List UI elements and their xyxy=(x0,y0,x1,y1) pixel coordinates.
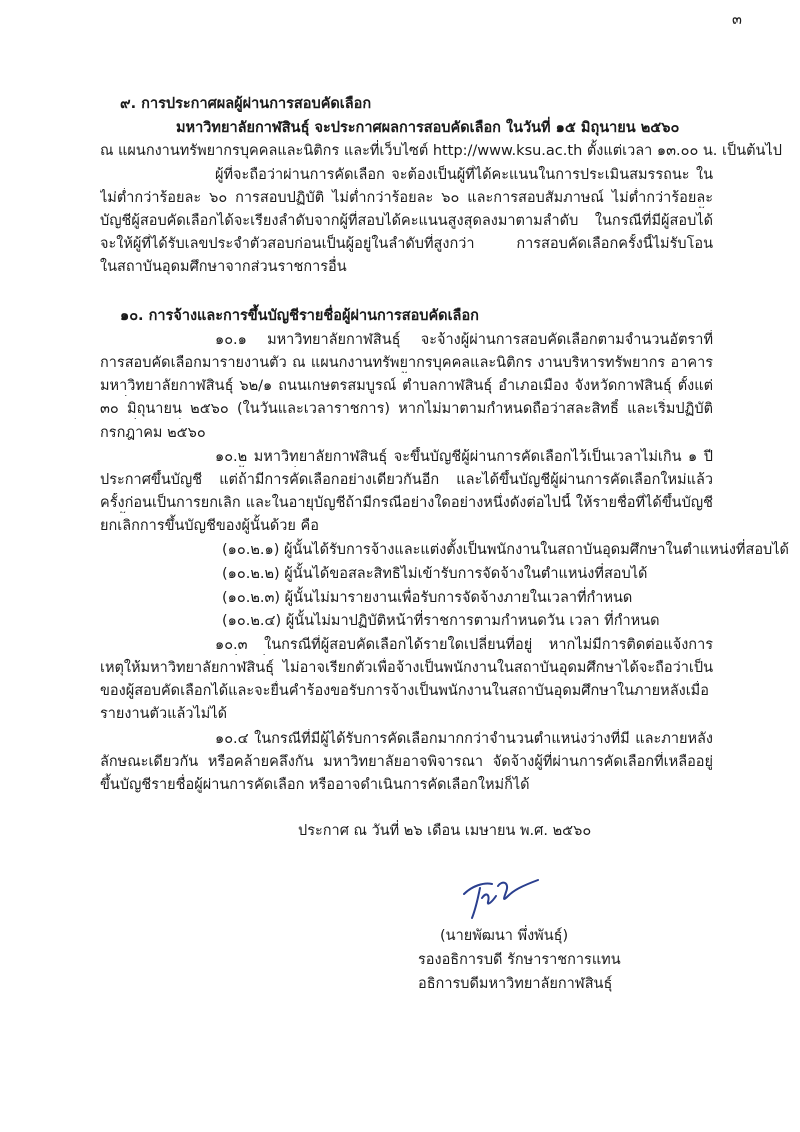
p102-line: ๑๐.๒ มหาวิทยาลัยกาฬสินธุ์ จะขึ้นบัญชีผู้ผ่านการคัดเลือกไว้เป็นเวลาไม่เกิน ๑ ปี xyxy=(215,449,713,465)
list-item: (๑๐.๒.๒) ผู้นั้นได้ขอสละสิทธิไม่เข้ารับการจัดจ้างในตำแหน่งที่สอบได้ xyxy=(222,566,648,582)
p101-line: ๓๐ มิถุนายน ๒๕๖๐ (ในวันและเวลาราชการ) หากไม่มาตามกำหนดถือว่าสละสิทธิ์ และเริ่มปฏิบัติ xyxy=(100,401,713,417)
section9-line: จะให้ผู้ที่ได้รับเลขประจำตัวสอบก่อนเป็นผู้อยู่ในลำดับที่สูงกว่า การสอบคัดเลือกครั้งนี้ไม่รับโอน xyxy=(100,236,713,252)
page-number: ๓ xyxy=(732,12,742,28)
p101-line: ๑๐.๑ มหาวิทยาลัยกาฬสินธุ์ จะจ้างผู้ผ่านการสอบคัดเลือกตามจำนวนอัตราที่ xyxy=(215,332,713,348)
signatory-title: อธิการบดีมหาวิทยาลัยกาฬสินธุ์ xyxy=(418,976,613,992)
list-item: (๑๐.๒.๔) ผู้นั้นไม่มาปฏิบัติหน้าที่ราชการตามกำหนดวัน เวลา ที่กำหนด xyxy=(222,613,660,629)
p101-line: การสอบคัดเลือกมารายงานตัว ณ แผนกงานทรัพยากรบุคคลและนิติกร งานบริหารทรัพยากร อาคาร xyxy=(100,355,713,371)
p103-line: รายงานตัวแล้วไม่ได้ xyxy=(100,706,228,722)
section9-line: ในสถาบันอุดมศึกษาจากส่วนราชการอื่น xyxy=(100,259,347,275)
section9-line: ณ แผนกงานทรัพยากรบุคคลและนิติกร และที่เว็บไซต์ http://www.ksu.ac.th ตั้งแต่เวลา ๑๓.๐๐ น. เป็นต้นไป xyxy=(100,143,782,159)
section9-line: บัญชีผู้สอบคัดเลือกได้จะเรียงลำดับจากผู้ที่สอบได้คะแนนสูงสุดลงมาตามลำดับ ในกรณีที่มีผู้สอบได้ xyxy=(100,213,713,229)
announcement-date: ประกาศ ณ วันที่ ๒๖ เดือน เมษายน พ.ศ. ๒๕๖๐ xyxy=(298,823,592,839)
p103-line: ของผู้สอบคัดเลือกได้และจะยื่นคำร้องขอรับการจ้างเป็นพนักงานในสถาบันอุดมศึกษาในภายหลังเมื่อ xyxy=(100,683,709,699)
list-item: (๑๐.๒.๑) ผู้นั้นได้รับการจ้างและแต่งตั้งเป็นพนักงานในสถาบันอุดมศึกษาในตำแหน่งที่สอบได้ xyxy=(222,542,789,558)
section9-line: ผู้ที่จะถือว่าผ่านการคัดเลือก จะต้องเป็นผู้ที่ได้คะแนนในการประเมินสมรรถนะ ใน xyxy=(215,167,713,183)
signatory-title: รองอธิการบดี รักษาราชการแทน xyxy=(418,952,621,968)
p101-line: กรกฎาคม ๒๕๖๐ xyxy=(100,425,206,441)
list-item: (๑๐.๒.๓) ผู้นั้นไม่มารายงานเพื่อรับการจัดจ้างภายในเวลาที่กำหนด xyxy=(222,590,633,606)
section10-heading: ๑๐. การจ้างและการขึ้นบัญชีรายชื่อผู้ผ่านการสอบคัดเลือก xyxy=(120,308,479,324)
section9-line: ไม่ต่ำกว่าร้อยละ ๖๐ การสอบปฏิบัติ ไม่ต่ำกว่าร้อยละ ๖๐ และการสอบสัมภาษณ์ ไม่ต่ำกว่าร้อยละ xyxy=(100,190,713,206)
p103-line: เหตุให้มหาวิทยาลัยกาฬสินธุ์ ไม่อาจเรียกตัวเพื่อจ้างเป็นพนักงานในสถาบันอุดมศึกษาได้จะถือว่าเป็น xyxy=(100,660,713,676)
signature xyxy=(458,872,548,922)
p101-line: มหาวิทยาลัยกาฬสินธุ์ ๖๒/๑ ถนนเกษตรสมบูรณ์ ตำบลกาฬสินธุ์ อำเภอเมือง จังหวัดกาฬสินธุ์ ตั้งแต่ xyxy=(100,378,713,394)
p104-line: ลักษณะเดียวกัน หรือคล้ายคลึงกัน มหาวิทยาลัยอาจพิจารณา จัดจ้างผู้ที่ผ่านการคัดเลือกที่เหลืออยู่ xyxy=(100,754,713,770)
p102-line: ประกาศขึ้นบัญชี แต่ถ้ามีการคัดเลือกอย่างเดียวกันอีก และได้ขึ้นบัญชีผู้ผ่านการคัดเลือกใหม่แล้ว xyxy=(100,472,713,488)
p104-line: ขึ้นบัญชีรายชื่อผู้ผ่านการคัดเลือก หรืออาจดำเนินการคัดเลือกใหม่ก็ได้ xyxy=(100,777,530,793)
section9-announcement: มหาวิทยาลัยกาฬสินธุ์ จะประกาศผลการสอบคัดเลือก ในวันที่ ๑๕ มิถุนายน ๒๕๖๐ xyxy=(176,120,680,136)
p102-line: ยกเลิกการขึ้นบัญชีของผู้นั้นด้วย คือ xyxy=(100,518,319,534)
section9-heading: ๙. การประกาศผลผู้ผ่านการสอบคัดเลือก xyxy=(120,96,372,112)
p102-line: ครั้งก่อนเป็นการยกเลิก และในอายุบัญชีถ้ามีกรณีอย่างใดอย่างหนึ่งดังต่อไปนี้ ให้รายชื่อที่ได้ขึ้นบัญชี xyxy=(100,495,713,511)
signatory-name: (นายพัฒนา พึ่งพันธุ์) xyxy=(440,928,569,944)
p103-line: ๑๐.๓ ในกรณีที่ผู้สอบคัดเลือกได้รายใดเปลี่ยนที่อยู่ หากไม่มีการติดต่อแจ้งการ xyxy=(215,637,713,653)
p104-line: ๑๐.๔ ในกรณีที่มีผู้ได้รับการคัดเลือกมากกว่าจำนวนตำแหน่งว่างที่มี และภายหลัง xyxy=(215,731,713,747)
